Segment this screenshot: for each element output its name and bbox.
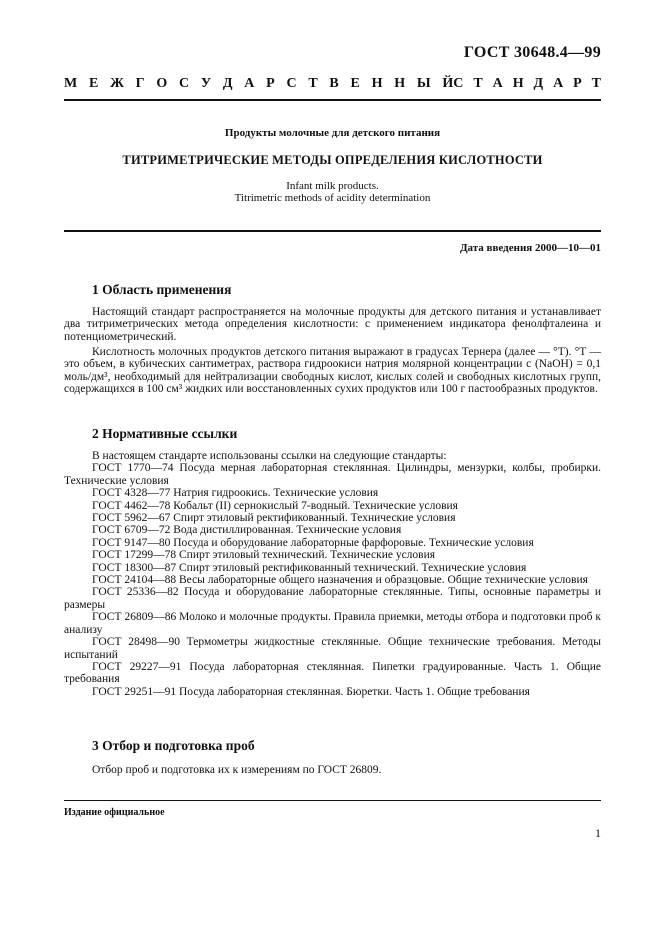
banner-letter: Е (88, 76, 99, 91)
banner-letter: Т (308, 76, 318, 91)
reference-text: ГОСТ 28498—90 Термометры жидкостные стеклянные. Общие технические требования. Методы испытаний (64, 636, 601, 661)
banner-letter: Е (350, 76, 360, 91)
banner-letter: Ж (110, 76, 124, 91)
banner-letter: Й (442, 76, 454, 91)
banner-letter: Т (473, 76, 483, 91)
section-3-paragraph-1 (64, 764, 601, 776)
section-1-paragraph-2 (64, 346, 601, 396)
introduction-date: Дата введения 2000—10—01 (459, 242, 601, 254)
list-item (64, 462, 601, 487)
footer-rule (64, 800, 601, 801)
official-edition-label: Издание официальное (64, 807, 165, 818)
banner-letter: Н (394, 76, 406, 91)
banner-letter: А (492, 76, 503, 91)
title-rule (64, 230, 601, 232)
reference-text: ГОСТ 4328—77 Натрия гидроокись. Технические условия (92, 487, 379, 500)
banner-letter: Г (135, 76, 145, 91)
reference-text: ГОСТ 24104—88 Весы лабораторные общего назначения и образцовые. Общие технические условия (92, 574, 588, 587)
banner-letter: Р (573, 76, 582, 91)
banner-letter: С (178, 76, 190, 91)
banner-letter: Д (222, 76, 233, 91)
references-lead (64, 450, 601, 462)
list-item (64, 512, 601, 524)
list-item (64, 574, 601, 586)
section-1-paragraph-2-text: Кислотность молочных продуктов детского питания выражают в градусах Тернера (далее — °Т). °Т — это объем, в кубических сантиметрах, раствора гидроокиси натрия молярной концентрации c (NaOH) = 0,1 моль/дм³, необходимый для нейтрализации свободных кислот, кислых солей и свободных кислотных групп, содержащихся в 100 см³ жидких или восстановленных сухих продуктов или 100 г пастообразных продуктов. (64, 346, 601, 396)
header-rule (64, 99, 601, 101)
list-item (64, 636, 601, 661)
reference-text: ГОСТ 17299—78 Спирт этиловый технический. Технические условия (92, 549, 436, 562)
section-1-paragraph-1-text: Настоящий стандарт распространяется на молочные продукты для детского питания и устанавливает два титриметрических метода определения кислотности: с применением индикатора фенолфталеина и потенциометрический. (64, 306, 601, 343)
list-item (64, 611, 601, 636)
english-title (64, 180, 601, 204)
banner-letter: Н (512, 76, 524, 91)
banner-letter: Н (371, 76, 383, 91)
banner-letter: А (244, 76, 255, 91)
banner-letter: А (553, 76, 564, 91)
reference-text: ГОСТ 4462—78 Кобальт (II) сернокислый 7-водный. Технические условия (92, 499, 458, 512)
list-item (64, 487, 601, 499)
section-3-paragraph-1-text: Отбор проб и подготовка их к измерениям по ГОСТ 26809. (92, 764, 382, 776)
list-item (64, 562, 601, 574)
banner-interstate-word (64, 76, 453, 92)
list-item (64, 549, 601, 561)
list-item (64, 686, 601, 698)
section-1-heading: 1 Область применения (92, 282, 232, 297)
reference-text: ГОСТ 5962—67 Спирт этиловый ректификованный. Технические условия (92, 512, 456, 525)
reference-text: ГОСТ 25336—82 Посуда и оборудование лабораторные стеклянные. Типы, основные параметры и размеры (64, 586, 601, 611)
document-subtitle: Продукты молочные для детского питания (224, 127, 441, 139)
list-item (64, 586, 601, 611)
document-title: ТИТРИМЕТРИЧЕСКИЕ МЕТОДЫ ОПРЕДЕЛЕНИЯ КИСЛОТНОСТИ (122, 153, 543, 167)
banner-letter: В (329, 76, 339, 91)
section-2-heading: 2 Нормативные ссылки (92, 426, 238, 441)
english-title-line1: Infant milk products. (286, 180, 379, 192)
reference-text: ГОСТ 6709—72 Вода дистиллированная. Технические условия (92, 524, 402, 537)
banner-letter: Ы (416, 76, 431, 91)
banner-letter: Т (591, 76, 601, 91)
standard-type-banner (64, 76, 601, 92)
normative-references-list (64, 450, 601, 698)
banner-letter: О (156, 76, 168, 91)
reference-text: ГОСТ 29227—91 Посуда лабораторная стеклянная. Пипетки градуированные. Часть 1. Общие требования (64, 660, 601, 686)
banner-letter: У (200, 76, 212, 91)
banner-letter: С (286, 76, 297, 91)
banner-standard-word (453, 76, 601, 92)
list-item (64, 524, 601, 536)
list-item (64, 661, 601, 686)
section-1-paragraph-1 (64, 306, 601, 343)
reference-text: ГОСТ 29251—91 Посуда лабораторная стеклянная. Бюретки. Часть 1. Общие требования (92, 685, 530, 698)
reference-text: ГОСТ 1770—74 Посуда мерная лабораторная стеклянная. Цилиндры, мензурки, колбы, пробирки. Технические условия (64, 462, 601, 487)
banner-letter: Д (533, 76, 544, 91)
reference-text: ГОСТ 26809—86 Молоко и молочные продукты. Правила приемки, методы отбора и подготовки проб к анализу (64, 611, 601, 636)
section-3-heading: 3 Отбор и подготовка проб (92, 738, 255, 753)
english-title-line2: Titrimetric methods of acidity determination (234, 192, 431, 204)
list-item (64, 537, 601, 549)
references-lead-text: В настоящем стандарте использованы ссылки на следующие стандарты: (92, 450, 447, 462)
reference-text: ГОСТ 18300—87 Спирт этиловый ректификованный технический. Технические условия (92, 561, 527, 574)
reference-text: ГОСТ 9147—80 Посуда и оборудование лабораторные фарфоровые. Технические условия (92, 536, 534, 549)
banner-letter: Р (266, 76, 275, 91)
banner-letter: С (453, 76, 464, 91)
document-number: ГОСТ 30648.4—99 (463, 44, 601, 61)
list-item (64, 500, 601, 512)
banner-letter: М (64, 76, 78, 91)
page-number: 1 (595, 826, 601, 840)
